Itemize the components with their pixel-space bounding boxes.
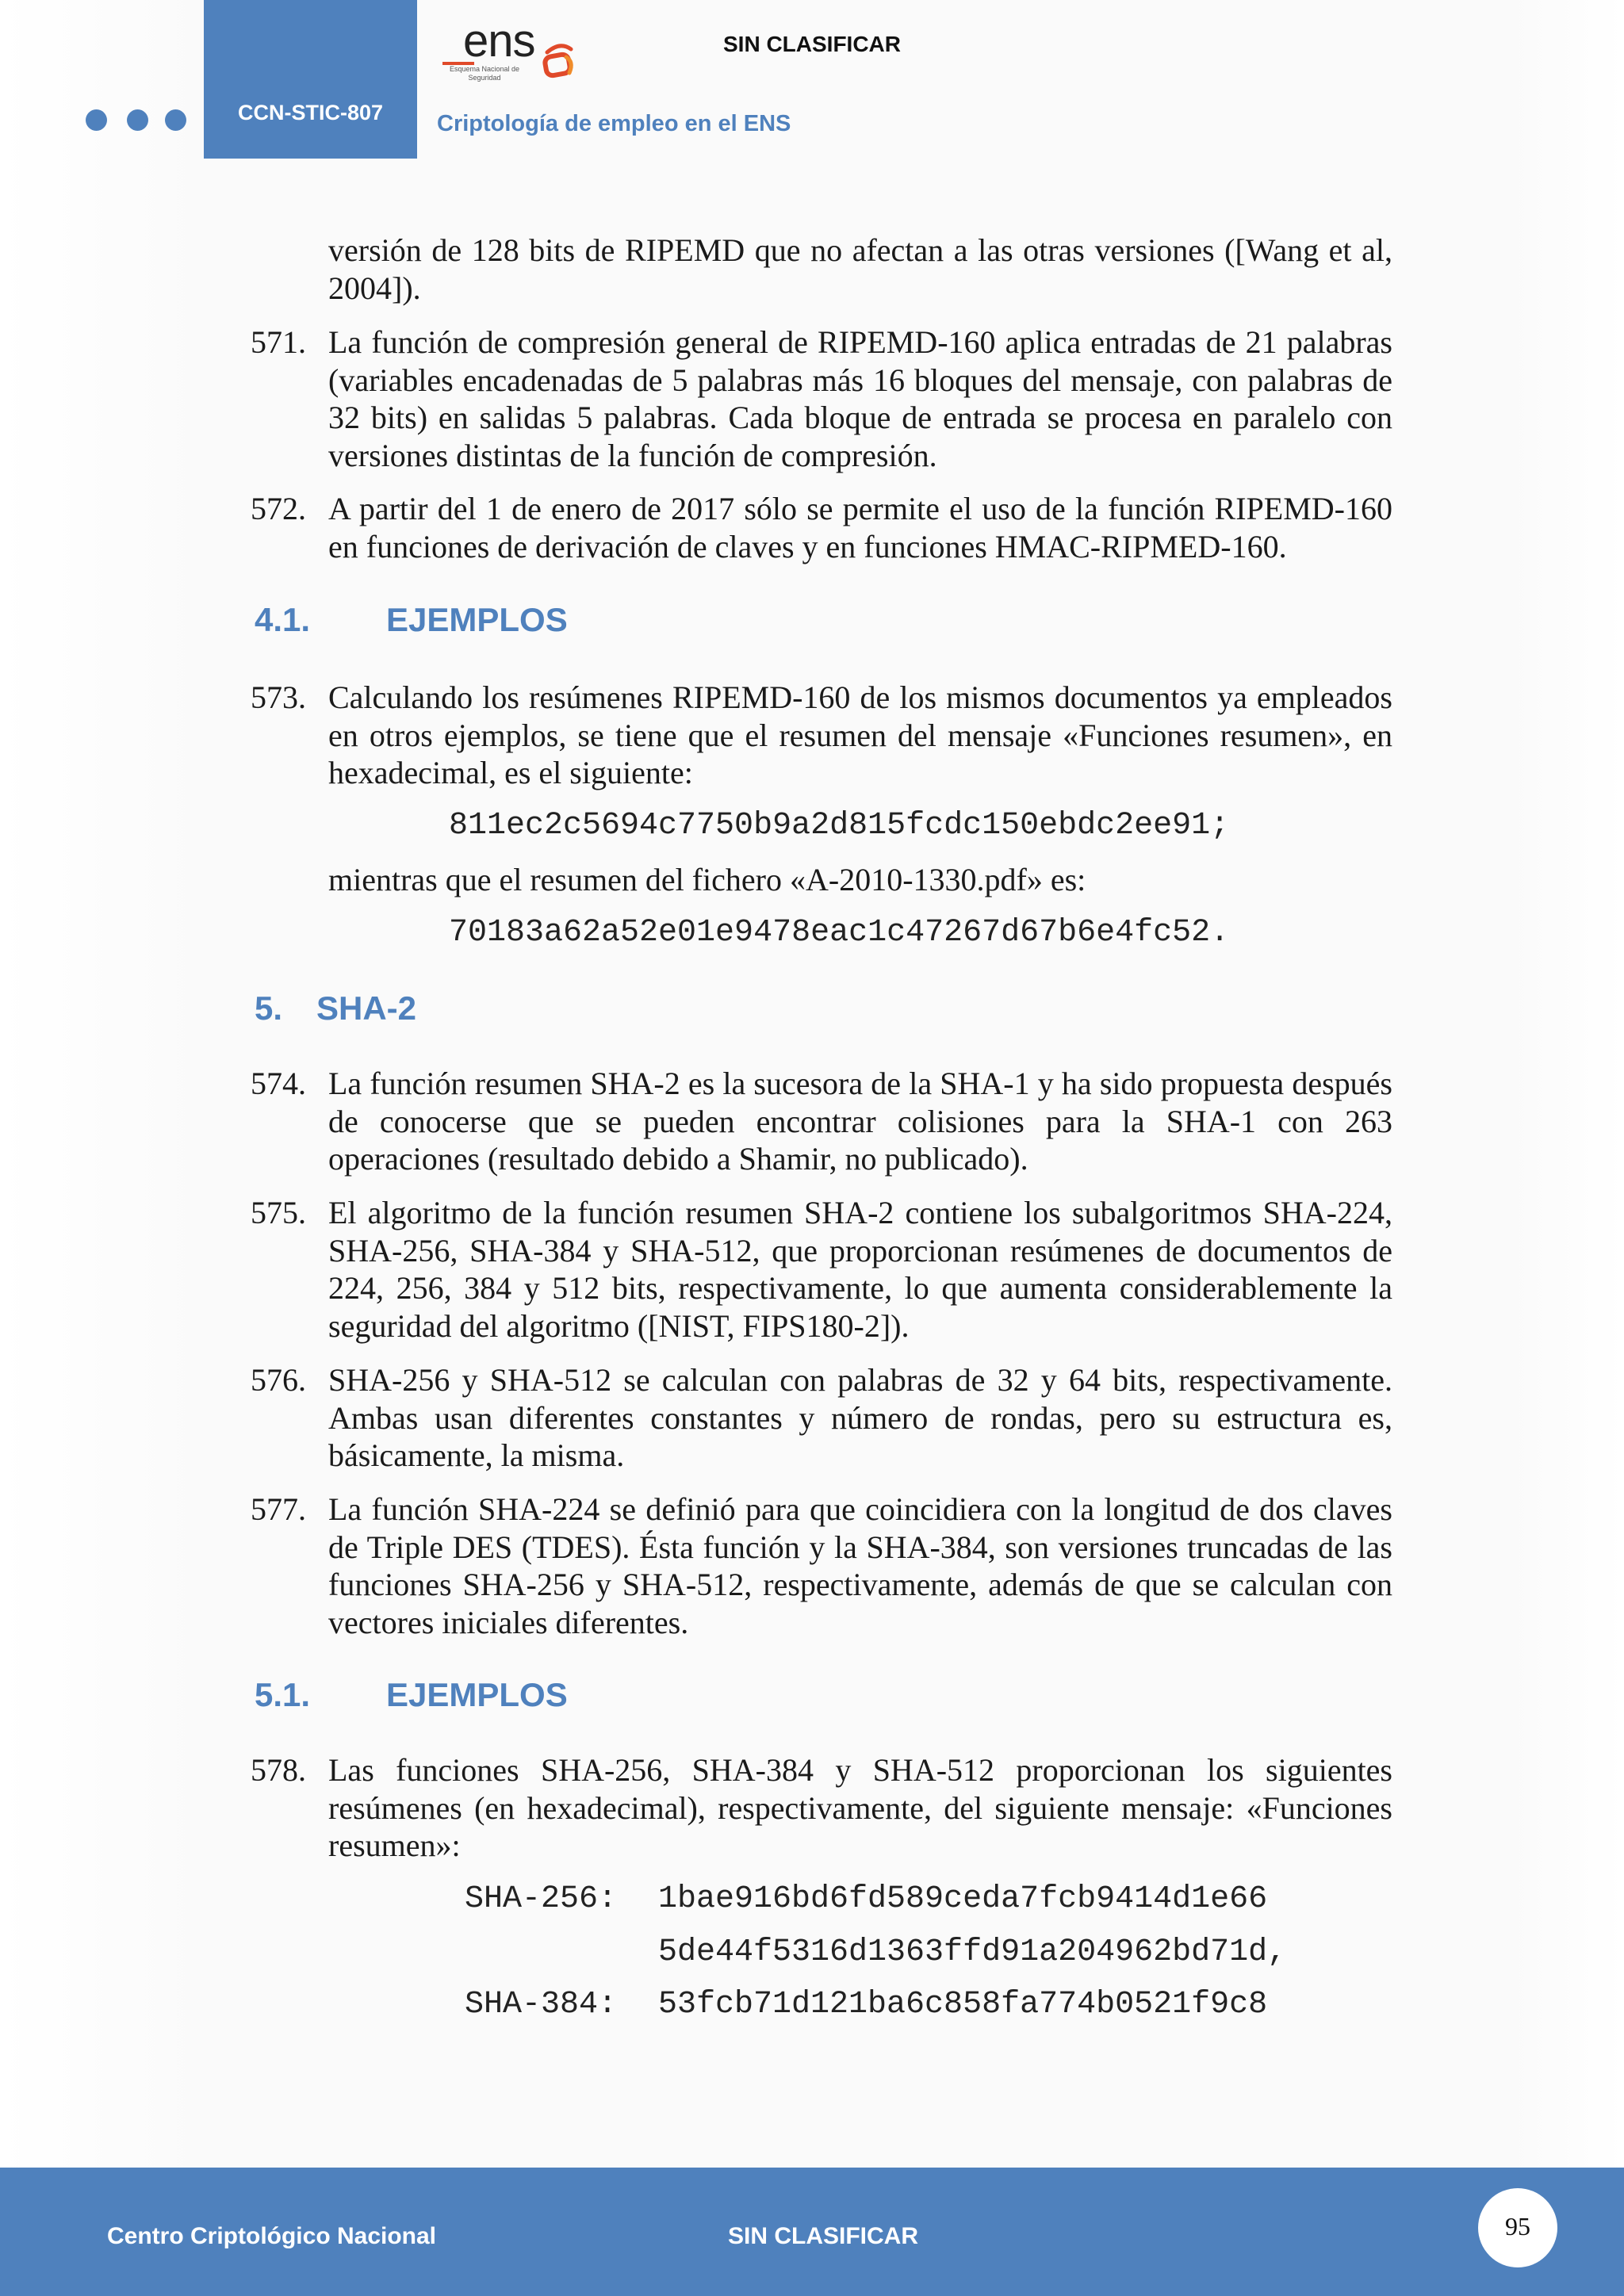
hash-value: 53fcb71d121ba6c858fa774b0521f9c8 xyxy=(658,1987,1268,2022)
section-heading: EJEMPLOS xyxy=(386,1676,568,1713)
hash-value: 811ec2c5694c7750b9a2d815fcdc150ebdc2ee91; xyxy=(449,808,1230,844)
paragraph-number: 577. xyxy=(251,1491,306,1527)
paragraph-continuation: versión de 128 bits de RIPEMD que no afectan a las otras versiones ([Wang et al, 2004]). xyxy=(328,232,1392,306)
page-footer xyxy=(0,2168,1624,2296)
logo-subtitle: Esquema Nacional de Seguridad xyxy=(449,65,520,82)
ens-mark-icon xyxy=(539,40,580,79)
paragraph-573-continued: mientras que el resumen del fichero «A-2010-1330.pdf» es: xyxy=(328,862,1086,897)
footer-classification: SIN CLASIFICAR xyxy=(728,2223,918,2249)
header-title: Criptología de empleo en el ENS xyxy=(437,111,791,136)
header-classification: SIN CLASIFICAR xyxy=(723,32,901,56)
dot-icon xyxy=(86,109,107,131)
section-number: 4.1. xyxy=(255,601,311,638)
section-heading: SHA-2 xyxy=(316,989,417,1027)
paragraph-number: 571. xyxy=(251,324,306,360)
paragraph-577: La función SHA-224 se definió para que coincidiera con la longitud de dos claves de Triple DES (TDES). Ésta función y la SHA-384, son versiones truncadas de las funciones SHA-256 y SHA-512, respectivamente, además de que se calculan con vectores iniciales diferentes. xyxy=(328,1491,1392,1640)
paragraph-573: Calculando los resúmenes RIPEMD-160 de los mismos documentos ya empleados en otros ejemplos, se tiene que el resumen del mensaje «Funciones resumen», en hexadecimal, es el siguiente: xyxy=(328,679,1392,790)
paragraph-number: 578. xyxy=(251,1752,306,1788)
paragraph-578: Las funciones SHA-256, SHA-384 y SHA-512 proporcionan los siguientes resúmenes (en hexadecimal), respectivamente, del siguiente mensaje: «Funciones resumen»: xyxy=(328,1752,1392,1863)
section-heading: EJEMPLOS xyxy=(386,601,568,638)
paragraph-number: 572. xyxy=(251,491,306,526)
section-number: 5. xyxy=(255,989,283,1027)
logo-text: ens xyxy=(463,15,535,67)
paragraph-575: El algoritmo de la función resumen SHA-2 contiene los subalgoritmos SHA-224, SHA-256, SHA-384 y SHA-512, que proporcionan resúmenes de documentos de 224, 256, 384 y 512 bits, respectivamente, lo que aumenta considerablemente la seguridad del algoritmo ([NIST, FIPS180-2]). xyxy=(328,1195,1392,1344)
section-number: 5.1. xyxy=(255,1676,311,1713)
ens-logo xyxy=(441,15,584,95)
footer-organization: Centro Criptológico Nacional xyxy=(107,2223,437,2249)
paragraph-number: 574. xyxy=(251,1066,306,1101)
paragraph-number: 575. xyxy=(251,1195,306,1230)
paragraph-571: La función de compresión general de RIPEMD-160 aplica entradas de 21 palabras (variables encadenadas de 5 palabras más 16 bloques del mensaje, con palabras de 32 bits) en salidas 5 palabras. Cada bloque de entrada se procesa en paralelo con versiones distintas de la función de compresión. xyxy=(328,324,1392,473)
hash-label: SHA-384: xyxy=(465,1987,618,2022)
document-code: CCN-STIC-807 xyxy=(237,101,384,124)
hash-label: SHA-256: xyxy=(465,1881,618,1917)
page-number: 95 xyxy=(1478,2188,1557,2267)
dot-icon xyxy=(165,109,186,131)
paragraph-576: SHA-256 y SHA-512 se calculan con palabras de 32 y 64 bits, respectivamente. Ambas usan diferentes constantes y número de rondas, pero su estructura es, básicamente, la misma. xyxy=(328,1362,1392,1473)
dot-icon xyxy=(127,109,148,131)
hash-value: 70183a62a52e01e9478eac1c47267d67b6e4fc52. xyxy=(449,915,1230,951)
paragraph-number: 573. xyxy=(251,679,306,715)
hash-value: 1bae916bd6fd589ceda7fcb9414d1e66 xyxy=(658,1881,1268,1917)
paragraph-574: La función resumen SHA-2 es la sucesora de la SHA-1 y ha sido propuesta después de conocerse que se pueden encontrar colisiones para la SHA-1 con 263 operaciones (resultado debido a Shamir, no publicado). xyxy=(328,1066,1392,1177)
document-code-tab xyxy=(204,0,417,159)
paragraph-572: A partir del 1 de enero de 2017 sólo se permite el uso de la función RIPEMD-160 en funciones de derivación de claves y en funciones HMAC-RIPMED-160. xyxy=(328,491,1392,564)
hash-value: 5de44f5316d1363ffd91a204962bd71d, xyxy=(658,1934,1287,1970)
paragraph-number: 576. xyxy=(251,1362,306,1398)
